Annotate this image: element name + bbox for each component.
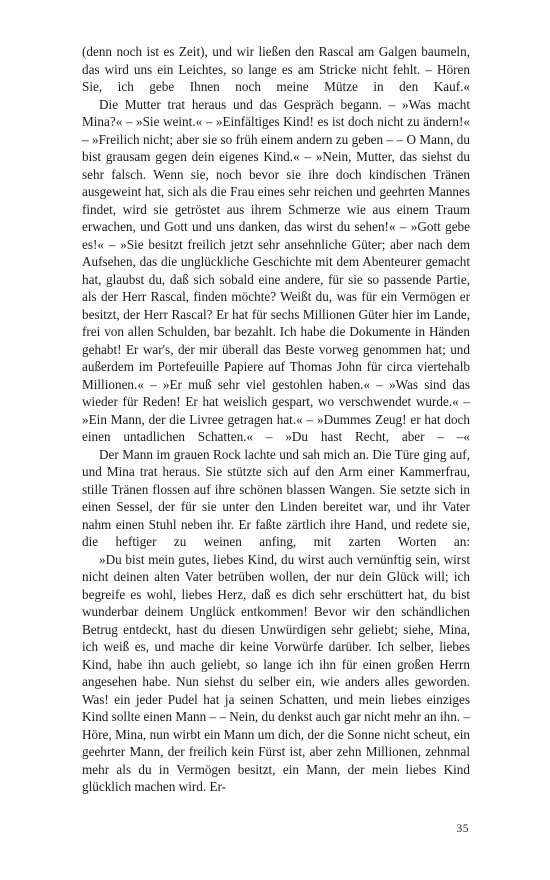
page-number: 35 xyxy=(456,823,469,835)
paragraph: (denn noch ist es Zeit), und wir ließen den Rascal am Galgen baumeln, das wird uns ein Leichtes, so lange es am Stricke nicht fehlt. – Hören Sie, ich gebe Ihnen noch meine Mütze in den Kauf.« xyxy=(82,44,470,94)
paragraph: »Du bist mein gutes, liebes Kind, du wirst auch vernünftig sein, wirst nicht deinen alten Vater betrüben wollen, der nur dein Glück will; ich begreife es wohl, liebes Herz, daß es dich sehr erschüttert hat, du bist wunderbar deinem Unglück entkommen! Bevor wir den schändlichen Betrug entdeckt, hast du diesen Unwürdigen sehr geliebt; siehe, Mina, ich weiß es, und mache dir keine Vorwürfe darüber. Ich selber, liebes Kind, habe ihn auch geliebt, so lange ich ihn für einen großen Herrn angesehen habe. Nun siehst du selber ein, wie anders alles geworden. Was! ein jeder Pudel hat ja seinen Schatten, und mein liebes einziges Kind sollte einen Mann – – Nein, du denkst auch gar nicht mehr an ihn. – Höre, Mina, nun wirbt ein Mann um dich, der die Sonne nicht scheut, ein geehrter Mann, der freilich kein Fürst ist, aber zehn Millionen, zehnmal mehr als du in Vermögen besitzt, ein Mann, der mein liebes Kind glücklich machen wird. Er- xyxy=(82,551,470,794)
body-text xyxy=(82,43,470,796)
paragraph: Die Mutter trat heraus und das Gespräch begann. – »Was macht Mina?« – »Sie weint.« – »Einfältiges Kind! es ist doch nicht zu ändern!« – »Freilich nicht; aber sie so früh einem andern zu geben – – O Mann, du bist grausam gegen dein eigenes Kind.« – »Nein, Mutter, das siehst du sehr falsch. Wenn sie, noch bevor sie ihre doch kindischen Tränen ausgeweint hat, sich als die Frau eines sehr reichen und geehrten Mannes findet, wird sie getröstet aus ihrem Schmerze wie aus einem Traum erwachen, und Gott und uns danken, das wirst du sehen!« – »Gott gebe es!« – »Sie besitzt freilich jetzt sehr ansehnliche Güter; aber nach dem Aufsehen, das die unglückliche Geschichte mit dem Abenteurer gemacht hat, glaubst du, daß sich sobald eine andere, für sie so passende Partie, als der Herr Rascal, finden möchte? Weißt du, was für ein Vermögen er besitzt, der Herr Rascal? Er hat für sechs Millionen Güter hier im Lande, frei von allen Schulden, bar bezahlt. Ich habe die Dokumente in Händen gehabt! Er war's, der mir überall das Beste vorweg genommen hat; und außerdem im Portefeuille Papiere auf Thomas John für circa viertehalb Millionen.« – »Er muß sehr viel gestohlen haben.« – »Was sind das wieder für Reden! Er hat weislich gespart, wo verschwendet wurde.« – »Ein Mann, der die Livree getragen hat.« – »Dummes Zeug! er hat doch einen untadlichen Schatten.« – »Du hast Recht, aber – –« xyxy=(82,96,470,444)
paragraph: Der Mann im grauen Rock lachte und sah mich an. Die Türe ging auf, und Mina trat heraus. Sie stützte sich auf den Arm einer Kammerfrau, stille Tränen flossen auf ihre schönen blassen Wangen. Sie setzte sich in einen Sessel, der für sie unter den Linden bereitet war, und ihr Vater nahm einen Stuhl neben ihr. Er faßte zärtlich ihre Hand, und redete sie, die heftiger zu weinen anfing, mit zarten Worten an: xyxy=(82,446,470,549)
